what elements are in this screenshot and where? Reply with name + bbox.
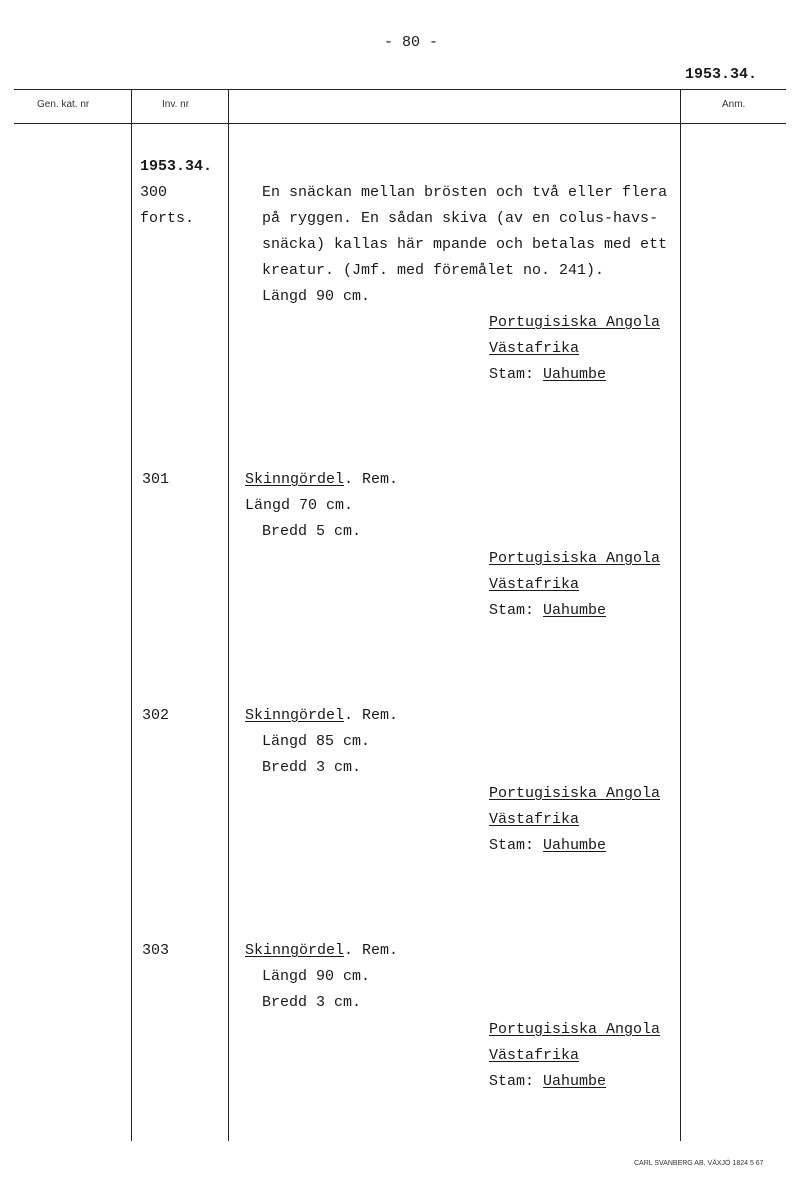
description-line: kreatur. (Jmf. med föremålet no. 241). (262, 262, 605, 279)
inv-number: 302 (142, 707, 170, 724)
tribe-label: Stam: (489, 602, 535, 619)
length: Längd 90 cm. (262, 968, 371, 985)
table-header-rule (14, 123, 786, 124)
tribe-label: Stam: (489, 366, 535, 383)
page-number: - 80 - (384, 34, 439, 51)
location-region: Västafrika (489, 811, 580, 828)
tribe-line (489, 833, 606, 859)
item-title: Skinngördel (245, 707, 345, 724)
inv-continued: forts. (140, 210, 195, 227)
width: Bredd 5 cm. (262, 523, 362, 540)
column-rule-3 (680, 89, 681, 1141)
title-line (245, 467, 398, 493)
tribe-label: Stam: (489, 837, 535, 854)
tribe-name: Uahumbe (543, 602, 607, 619)
description-line: snäcka) kallas här mpande och betalas med ett (262, 236, 668, 253)
header-inv-nr: Inv. nr (162, 99, 190, 110)
year-code: 1953.34. (685, 66, 758, 83)
location-country: Portugisiska Angola (489, 314, 661, 331)
length: Längd 90 cm. (262, 288, 371, 305)
inv-number: 303 (142, 942, 170, 959)
table-top-rule (14, 89, 786, 90)
column-rule-1 (131, 89, 132, 1141)
width: Bredd 3 cm. (262, 759, 362, 776)
length: Längd 85 cm. (262, 733, 371, 750)
title-line (245, 703, 398, 729)
tribe-label: Stam: (489, 1073, 535, 1090)
item-title: Skinngördel (245, 942, 345, 959)
item-title: Skinngördel (245, 471, 345, 488)
printer-footer: CARL SVANBERG AB. VÄXJÖ 1824 5 67 (634, 1160, 764, 1167)
tribe-line (489, 598, 606, 624)
description-line: En snäckan mellan brösten och två eller flera (262, 184, 668, 201)
column-rule-2 (228, 89, 229, 1141)
item-material: . Rem. (344, 707, 399, 724)
inv-year: 1953.34. (140, 158, 213, 175)
description-line: på ryggen. En sådan skiva (av en colus-havs- (262, 210, 659, 227)
tribe-line (489, 1069, 606, 1095)
header-gen-kat-nr: Gen. kat. nr (37, 99, 90, 110)
inv-number: 301 (142, 471, 170, 488)
location-country: Portugisiska Angola (489, 785, 661, 802)
item-material: . Rem. (344, 471, 399, 488)
location-country: Portugisiska Angola (489, 550, 661, 567)
width: Bredd 3 cm. (262, 994, 362, 1011)
location-region: Västafrika (489, 1047, 580, 1064)
inv-number: 300 (140, 184, 168, 201)
location-region: Västafrika (489, 576, 580, 593)
length: Längd 70 cm. (245, 497, 354, 514)
tribe-name: Uahumbe (543, 366, 607, 383)
tribe-name: Uahumbe (543, 1073, 607, 1090)
tribe-line (489, 362, 606, 388)
title-line (245, 938, 398, 964)
location-region: Västafrika (489, 340, 580, 357)
tribe-name: Uahumbe (543, 837, 607, 854)
header-anm: Anm. (722, 99, 746, 110)
location-country: Portugisiska Angola (489, 1021, 661, 1038)
item-material: . Rem. (344, 942, 399, 959)
